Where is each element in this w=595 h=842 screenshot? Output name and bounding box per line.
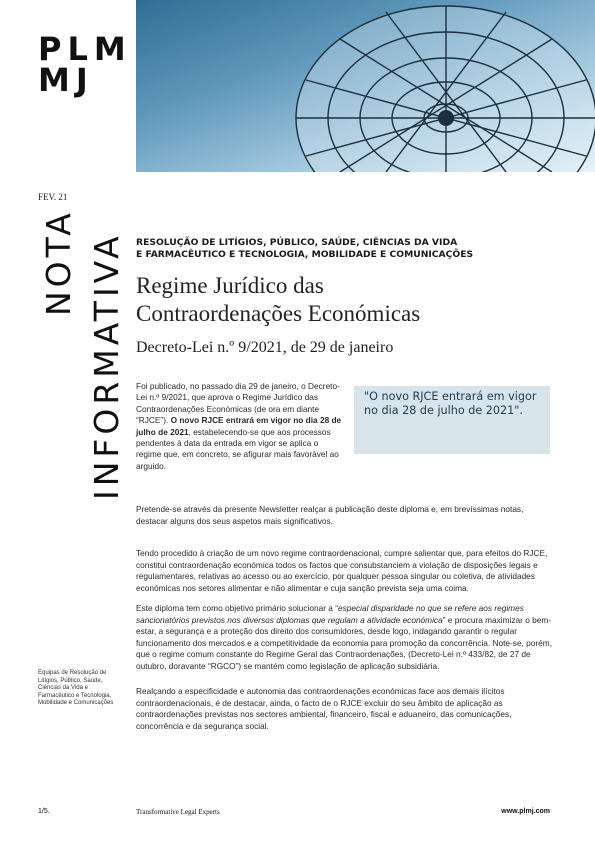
satellite-dish-illustration (136, 0, 595, 172)
paragraph-1: Pretende-se através da presente Newsletter realçar a publicação deste diploma e, em brevíssimas notas, destacar alguns dos seus aspetos mais significativos. (136, 504, 524, 526)
document-subtitle: Decreto-Lei n.º 9/2021, de 29 de janeiro (136, 339, 394, 356)
logo-line-2: MJ (38, 61, 94, 99)
page-number: 1/5. (38, 808, 50, 815)
intro-text-2: , estabelecendo-se que aos processos pendentes à data da entrada em vigor se aplica o regime que, em concreto, se afigurar mais favorável ao arguido. (136, 426, 339, 471)
intro-text-1: Foi publicado, no passado dia 29 de janeiro, o Decreto-Lei n.º 9/2021, que aprova o Regime Jurídico das Contraordenações Económicas (de ora em diante “RJCE”). (136, 381, 340, 426)
paragraph-3-text-a: Este diploma tem como objetivo primário solucionar a “ (136, 603, 338, 613)
paragraph-4: Realçando a especificidade e autonomia das contraordenações económicas face aos demais ilícitos contraordenacionais, é de destacar, ainda, o facto de o RJCE excluir do seu âmbito de aplicação as contraordenações previstas nos sectores ambiental, financeiro, fiscal e aduaneiro, das comunicações, concorrência e da segurança social. (136, 686, 512, 731)
footer-tagline: Transformative Legal Experts (136, 808, 220, 816)
issue-date: FEV. 21 (38, 192, 68, 202)
footer-website-link[interactable]: www.plmj.com (501, 808, 550, 815)
paragraph-2: Tendo procedido à criação de um novo regime contraordenacional, cumpre salientar que, para efeitos do RJCE, constitui contraordenação económica todos os factos que consubstanciem a violação de disposições legais e regulamentares, relativas ao acesso ou ao exercício, por qualquer pessoa singular ou coletiva, de atividades económicas nos setores alimentar e não alimentar e cuja sanção prevista seja uma coima. (136, 548, 548, 593)
practice-areas-line-2: E FARMACÊUTICO E TECNOLOGIA, MOBILIDADE E COMUNICAÇÕES (136, 249, 474, 260)
plmj-logo (38, 30, 132, 99)
vertical-title-line-1: NOTA (39, 209, 78, 316)
paragraph-3 (136, 603, 556, 673)
hero-satellite-dish-image (136, 0, 595, 172)
intro-bold-text: O novo RJCE entrará em vigor no dia 28 de julho de 2021 (136, 415, 342, 437)
title-line-1: Regime Jurídico das (136, 273, 324, 298)
vertical-title (28, 209, 126, 504)
title-line-2: Contraordenações Económicas (136, 301, 421, 326)
practice-areas-line-1: RESOLUÇÃO DE LITÍGIOS, PÚBLICO, SAÚDE, CIÊNCIAS DA VIDA (136, 237, 458, 248)
paragraph-3-text-b: ” e procura maximizar o bem-estar, a segurança e a proteção dos direito dos consumidores, desde logo, indagando garantir o regular funcionamento dos mercados e a competitividade da economia para promoção da concorrência. Note-se, porém, que o regime comum constante do Regime Geral das Contraordenações, (Decreto-Lei n.º 433/82, de 27 de outubro, doravante “RGCO”) se mantém como legislação de aplicação subsidiária. (136, 614, 552, 671)
paragraph-3-italic-quote: especial disparidade no que se refere aos regimes sancionatórios previstos nos diversos diplomas que regulam a atividade económica (136, 603, 524, 625)
pull-quote: "O novo RJCE entrará em vigor no dia 28 de julho de 2021". (354, 386, 550, 454)
logo-line-1: PLM (38, 30, 132, 68)
intro-paragraph (136, 381, 342, 472)
teams-sidebar-note: Equipas de Resolução de Litígios, Público, Saúde, Ciências da Vida e Farmacêutico e Tecnologia, Mobilidade e Comunicações (38, 670, 114, 706)
practice-areas-heading (136, 237, 556, 261)
vertical-title-line-2: INFORMATIVA (87, 232, 126, 500)
document-title (136, 272, 556, 328)
